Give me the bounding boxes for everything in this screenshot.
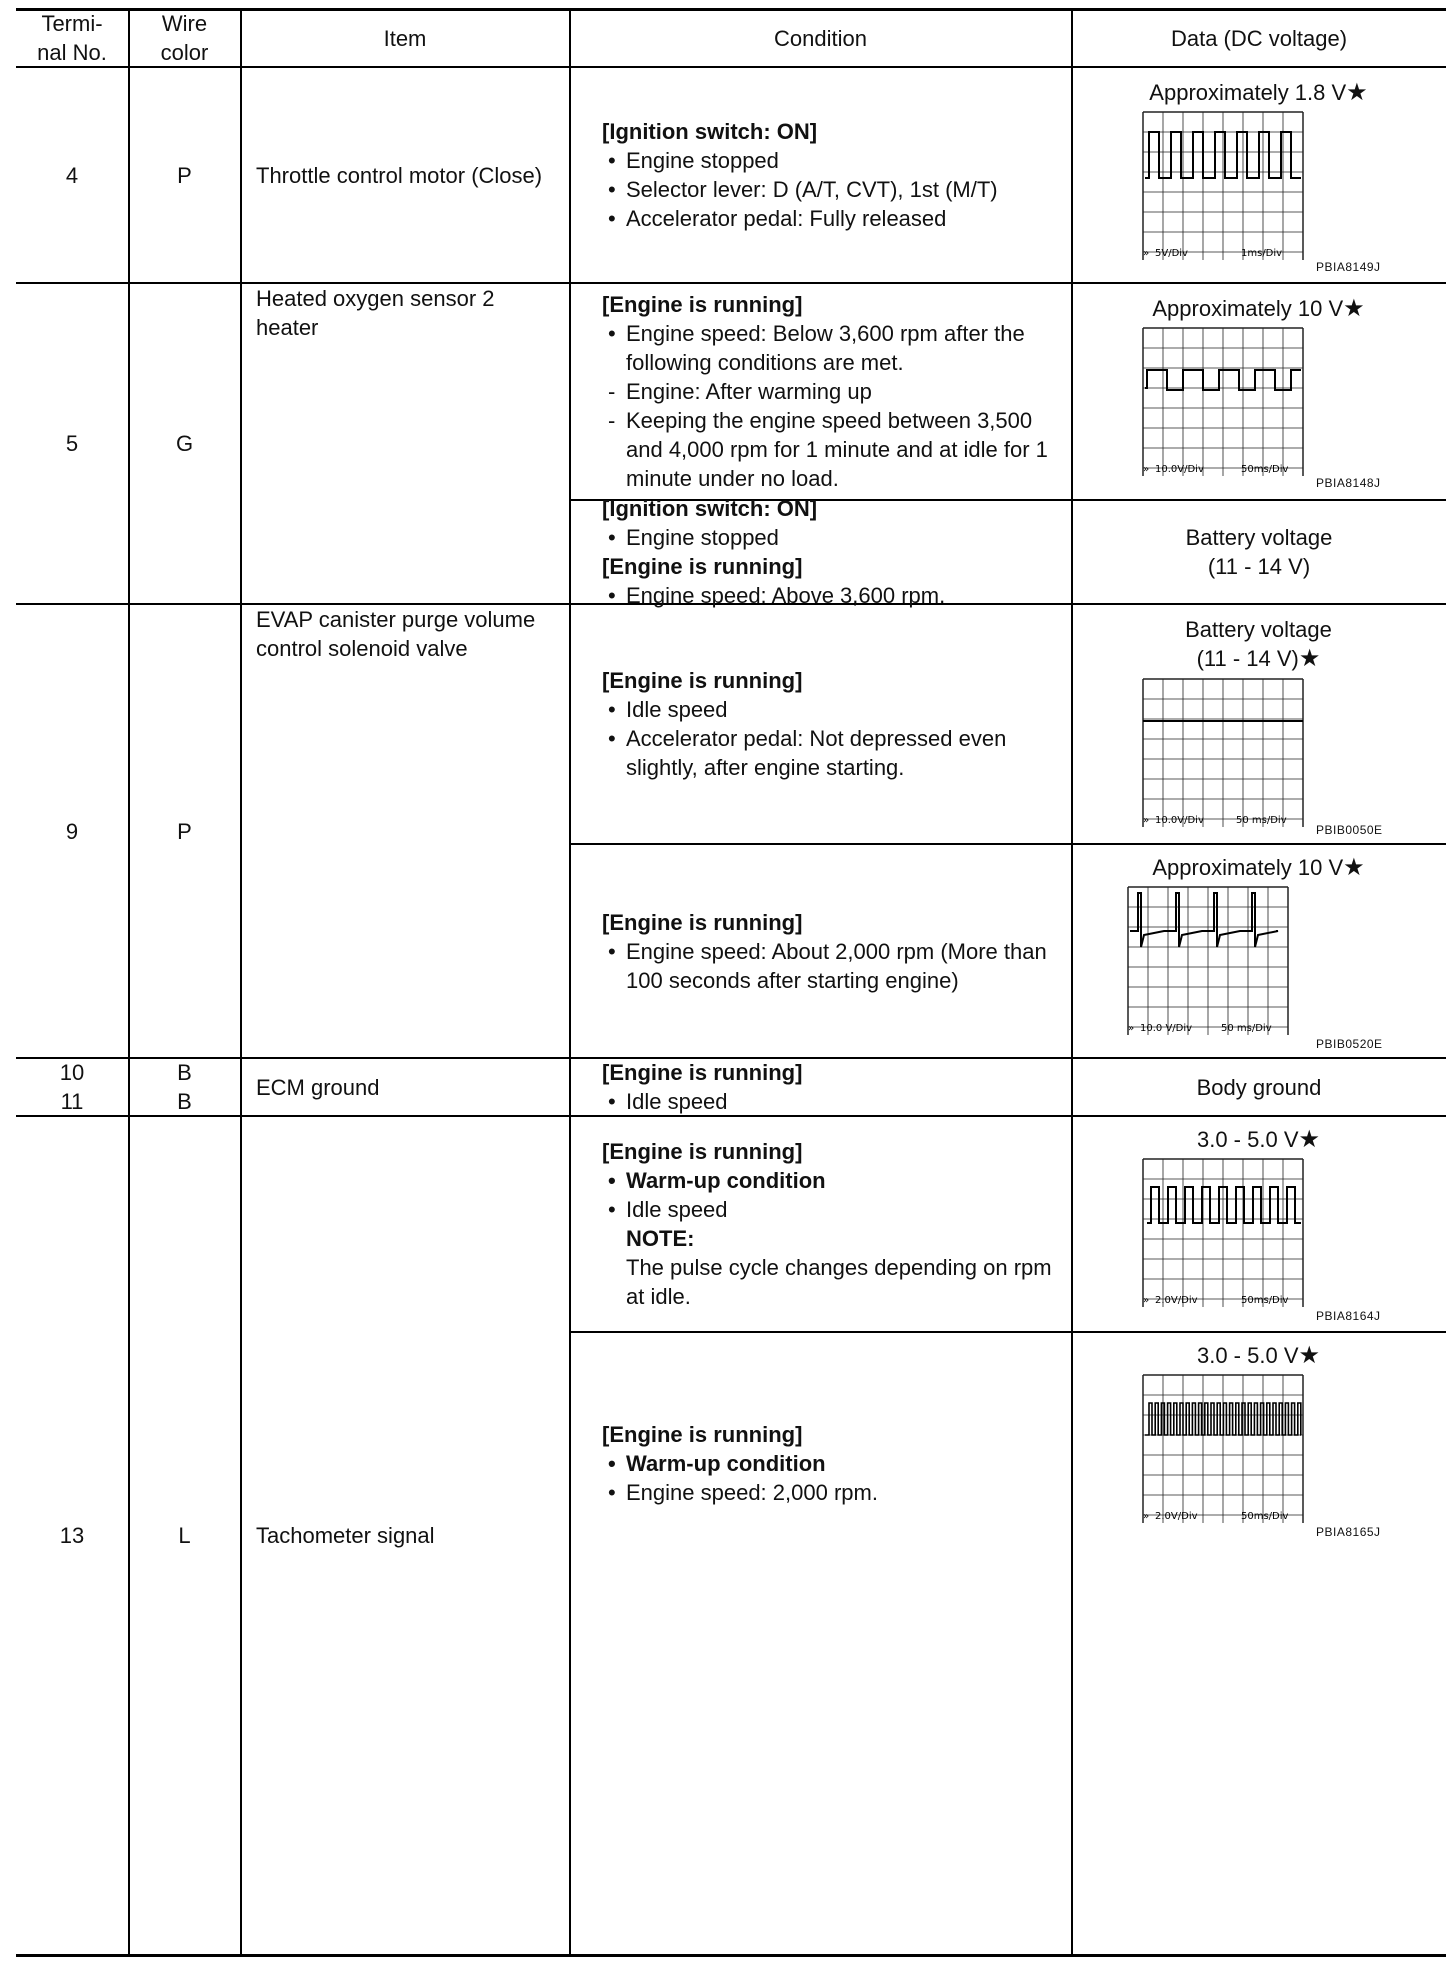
voltage-value: Battery voltage	[1185, 617, 1332, 642]
condition-line: • Warm-up condition	[608, 1168, 826, 1193]
condition-line: • Idle speed	[608, 697, 728, 722]
condition-line: • Engine speed: Below 3,600 rpm after the	[608, 321, 1025, 346]
terminal-no: 5	[65, 431, 79, 456]
condition-line: • Engine speed: 2,000 rpm.	[608, 1479, 878, 1505]
condition-cell	[586, 1333, 1076, 1593]
header-terminal-line-1: Termi-	[41, 11, 103, 36]
table-border-bottom	[16, 1954, 1446, 1957]
voltage-value: (11 - 14 V)★	[1196, 645, 1321, 672]
svg-text:50ms/Div: 50ms/Div	[1241, 1295, 1289, 1306]
condition-heading: [Ignition switch: ON]	[602, 496, 818, 521]
svg-text:10.0V/Div: 10.0V/Div	[1155, 464, 1204, 475]
condition-cell	[586, 68, 1076, 282]
header-condition: Condition	[774, 25, 867, 51]
svg-text:50 ms/Div: 50 ms/Div	[1221, 1023, 1272, 1034]
figure-code: PBIA8165J	[1316, 1525, 1381, 1539]
svg-text:50ms/Div: 50ms/Div	[1241, 1511, 1289, 1522]
condition-bullet: • Engine speed: Above 3,600 rpm.	[608, 583, 946, 608]
svg-text:10.0 V/Div: 10.0 V/Div	[1140, 1023, 1193, 1034]
oscilloscope-waveform	[1141, 326, 1309, 476]
item-name: Heated oxygen sensor 2 heater	[256, 286, 495, 340]
condition-cell	[586, 605, 1076, 843]
condition-line: • Warm-up condition	[608, 1450, 826, 1476]
figure-code: PBIB0520E	[1316, 1037, 1383, 1051]
svg-text:2.0V/Div: 2.0V/Div	[1155, 1511, 1198, 1522]
condition-heading: [Engine is running]	[602, 554, 803, 579]
svg-text:10.0V/Div: 10.0V/Div	[1155, 815, 1204, 826]
condition-bullet: • Engine stopped	[608, 525, 779, 550]
item-name: Tachometer signal	[256, 1523, 435, 1548]
header-item: Item	[383, 25, 427, 51]
svg-text:5V/Div: 5V/Div	[1155, 248, 1188, 259]
figure-code: PBIA8164J	[1316, 1309, 1381, 1323]
figure-code: PBIB0050E	[1316, 823, 1383, 837]
column-divider	[569, 8, 571, 1956]
voltage-value: Body ground	[1196, 1074, 1322, 1100]
oscilloscope-waveform	[1141, 1373, 1309, 1523]
terminal-no: 4	[65, 162, 79, 188]
svg-text:50 ms/Div: 50 ms/Div	[1236, 815, 1287, 826]
item-name: EVAP canister purge volume control solenoid valve	[256, 607, 536, 661]
wire-color: G	[175, 431, 194, 456]
condition-heading: [Ignition switch: ON]	[602, 119, 818, 144]
header-wire-color	[129, 10, 240, 66]
condition-line: at idle.	[626, 1284, 691, 1309]
condition-cell	[586, 1059, 1076, 1115]
wire-color: P	[177, 162, 192, 188]
condition-cell	[586, 496, 1076, 608]
header-terminal-no	[16, 10, 128, 66]
svg-text:»: »	[1143, 815, 1150, 826]
svg-text:»: »	[1128, 1023, 1135, 1034]
condition-heading: [Engine is running]	[602, 1060, 803, 1085]
svg-text:»: »	[1143, 248, 1150, 259]
voltage-value: 3.0 - 5.0 V★	[1196, 1342, 1321, 1369]
condition-line: following conditions are met.	[626, 350, 904, 375]
condition-line: - Engine: After warming up	[608, 379, 872, 404]
item-name: ECM ground	[256, 1074, 380, 1100]
condition-heading: [Engine is running]	[602, 668, 803, 693]
svg-text:»: »	[1143, 1511, 1150, 1522]
figure-code: PBIA8149J	[1316, 260, 1381, 274]
data-cell	[1071, 68, 1446, 282]
svg-text:»: »	[1143, 1295, 1150, 1306]
svg-text:50ms/Div: 50ms/Div	[1241, 464, 1289, 475]
header-wire-line-2: color	[160, 40, 209, 65]
voltage-value: Approximately 10 V★	[1152, 854, 1365, 881]
voltage-value: Approximately 1.8 V★	[1149, 79, 1368, 106]
voltage-value: Battery voltage (11 - 14 V)	[1185, 525, 1333, 579]
wire-color: L	[178, 1523, 191, 1548]
condition-heading: [Engine is running]	[602, 1139, 803, 1164]
data-cell	[1071, 1117, 1446, 1331]
condition-cell	[586, 1117, 1076, 1331]
condition-bullet: • Selector lever: D (A/T, CVT), 1st (M/T)	[608, 177, 998, 202]
condition-line: 100 seconds after starting engine)	[626, 967, 959, 993]
terminal-data-table	[16, 8, 1446, 1958]
condition-line: minute under no load.	[626, 466, 839, 491]
wire-color: P	[177, 818, 192, 844]
svg-text:»: »	[1143, 464, 1150, 475]
condition-line: • Accelerator pedal: Not depressed even	[608, 726, 1007, 751]
condition-cell	[586, 284, 1076, 499]
oscilloscope-waveform	[1126, 885, 1294, 1035]
oscilloscope-waveform	[1141, 1157, 1309, 1307]
voltage-value: 3.0 - 5.0 V★	[1196, 1126, 1321, 1153]
condition-heading: [Engine is running]	[602, 292, 803, 317]
header-wire-line-1: Wire	[161, 11, 208, 36]
condition-line: • Engine speed: About 2,000 rpm (More than	[608, 938, 1047, 964]
condition-heading: [Engine is running]	[602, 909, 803, 935]
condition-line: - Keeping the engine speed between 3,500	[608, 408, 1033, 433]
condition-heading: [Engine is running]	[602, 1421, 803, 1447]
terminal-no: 13	[59, 1523, 85, 1548]
svg-text:2.0V/Div: 2.0V/Div	[1155, 1295, 1198, 1306]
condition-line: slightly, after engine starting.	[626, 755, 905, 780]
data-cell	[1071, 1333, 1446, 1954]
wire-color: B B	[177, 1060, 192, 1114]
condition-cell	[586, 845, 1076, 1057]
figure-code: PBIA8148J	[1316, 476, 1381, 490]
oscilloscope-waveform	[1141, 110, 1309, 260]
voltage-value: Approximately 10 V★	[1152, 295, 1365, 322]
header-data: Data (DC voltage)	[1170, 25, 1348, 51]
terminal-no: 9	[65, 818, 79, 844]
condition-bullet: • Idle speed	[608, 1089, 728, 1114]
data-cell	[1071, 605, 1446, 843]
header-terminal-line-2: nal No.	[37, 40, 107, 65]
condition-bullet: • Engine stopped	[608, 148, 779, 173]
condition-line: • Idle speed	[608, 1197, 728, 1222]
item-name: Throttle control motor (Close)	[256, 162, 543, 188]
data-cell	[1071, 284, 1446, 499]
column-divider	[240, 8, 242, 1956]
condition-line: NOTE:	[626, 1226, 695, 1251]
condition-bullet: • Accelerator pedal: Fully released	[608, 206, 947, 231]
svg-text:1ms/Div: 1ms/Div	[1241, 248, 1283, 259]
data-cell	[1071, 845, 1446, 1057]
condition-line: and 4,000 rpm for 1 minute and at idle for 1	[626, 437, 1048, 462]
terminal-no: 10 11	[59, 1060, 85, 1114]
condition-line: The pulse cycle changes depending on rpm	[626, 1255, 1052, 1280]
oscilloscope-waveform	[1141, 677, 1309, 827]
